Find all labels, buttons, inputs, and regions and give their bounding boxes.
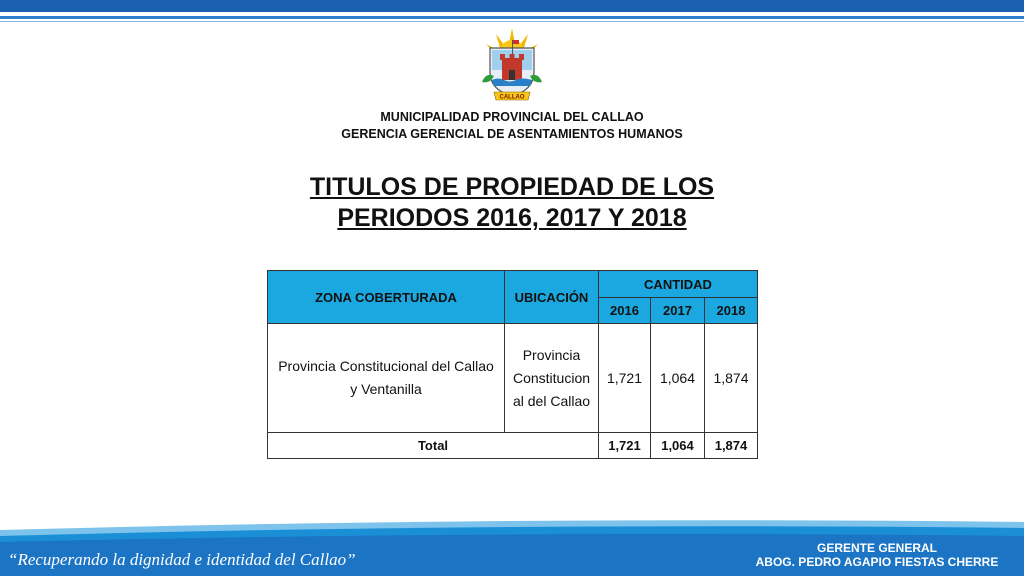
department-name: GERENCIA GERENCIAL DE ASENTAMIENTOS HUMANOS <box>341 127 683 141</box>
titles-table <box>267 270 758 459</box>
ubicacion-line1: Provincia <box>522 346 581 363</box>
cell-zona <box>268 324 505 433</box>
total-2017: 1,064 <box>651 433 705 459</box>
page-title-line1: TITULOS DE PROPIEDAD DE LOS <box>309 173 715 201</box>
ubicacion-line3: al del Callao <box>512 392 591 409</box>
zona-line1: Provincia Constitucional del Callao <box>278 358 494 374</box>
cell-value-2017: 1,064 <box>651 324 705 433</box>
ubicacion-line2: Constitucion <box>512 369 591 386</box>
header-zona-coberturada: ZONA COBERTURADA <box>268 271 505 324</box>
header-year-2016: 2016 <box>599 298 651 324</box>
header-ubicacion: UBICACIÓN <box>505 271 599 324</box>
zona-line2: y Ventanilla <box>350 381 422 397</box>
top-stripe <box>0 16 1024 19</box>
top-band <box>0 0 1024 12</box>
logo-ribbon-text: CALLAO <box>499 94 525 101</box>
signer-name: ABOG. PEDRO AGAPIO FIESTAS CHERRE <box>755 555 999 569</box>
total-2016: 1,721 <box>599 433 651 459</box>
callao-coat-of-arms-logo <box>478 26 546 106</box>
cell-value-2016: 1,721 <box>599 324 651 433</box>
cell-ubicacion <box>505 324 599 433</box>
footer-slogan: “Recuperando la dignidad e identidad del Callao” <box>8 550 356 569</box>
signer-title: GERENTE GENERAL <box>816 541 937 555</box>
organization-name: MUNICIPALIDAD PROVINCIAL DEL CALLAO <box>380 110 644 124</box>
header-year-2018: 2018 <box>705 298 758 324</box>
page-title-line2: PERIODOS 2016, 2017 Y 2018 <box>337 204 687 232</box>
cell-value-2018: 1,874 <box>705 324 758 433</box>
top-thin-stripe <box>0 21 1024 22</box>
header-cantidad: CANTIDAD <box>599 271 758 298</box>
total-label: Total <box>268 433 599 459</box>
header-year-2017: 2017 <box>651 298 705 324</box>
total-2018: 1,874 <box>705 433 758 459</box>
